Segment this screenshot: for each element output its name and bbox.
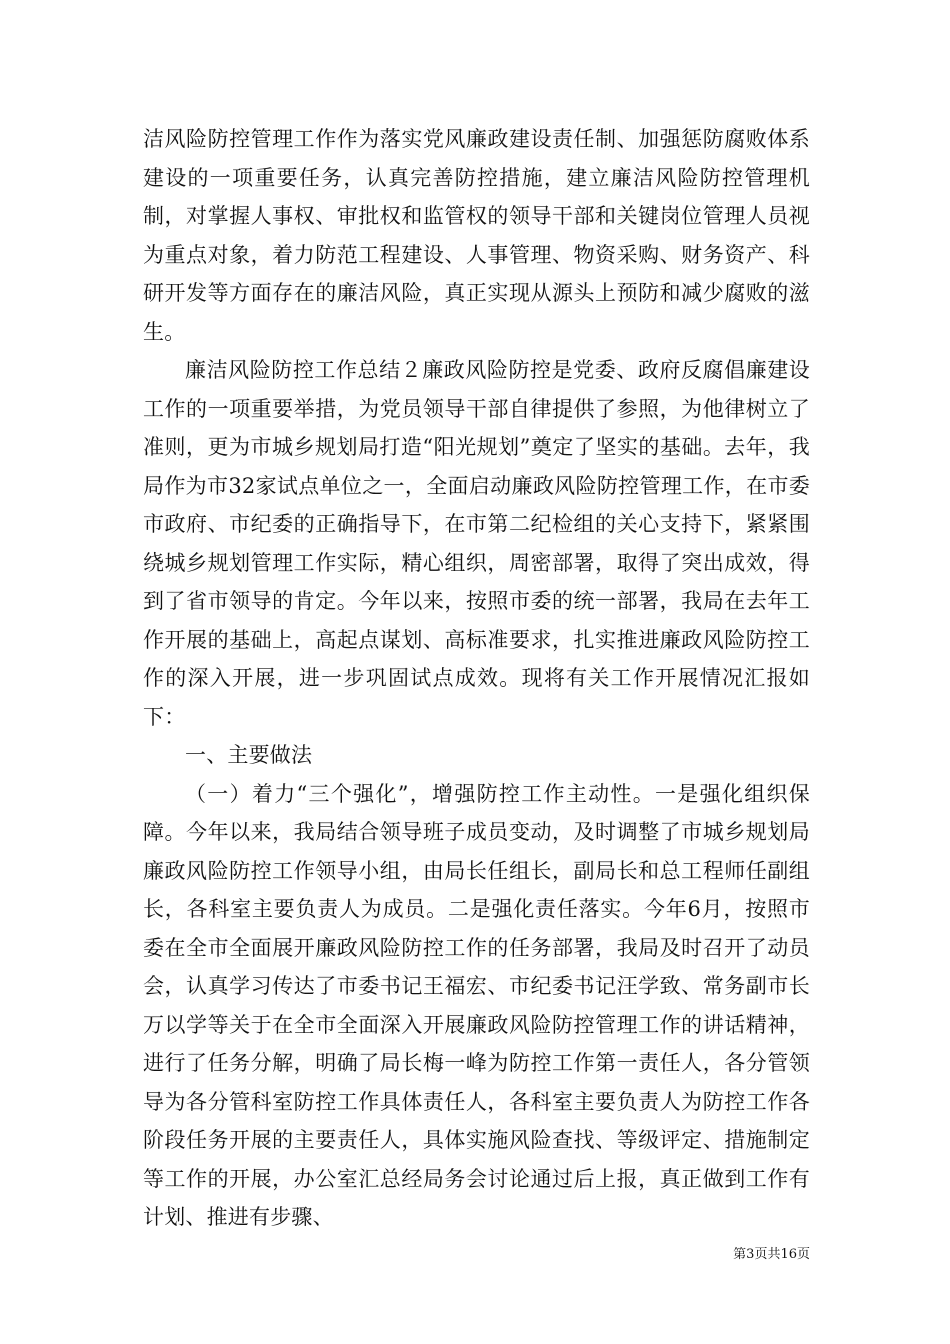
page-number: 第3页共16页 [733, 1247, 810, 1262]
document-body [143, 120, 810, 1237]
paragraph-3: （一）着力“三个强化”，增强防控工作主动性。一是强化组织保障。今年以来，我局结合领导班子成员变动，及时调整了市城乡规划局廉政风险防控工作领导小组，由局长任组长，副局长和总工程师任副组长，各科室主要负责人为成员。二是强化责任落实。今年6月，按照市委在全市全面展开廉政风险防控工作的任务部署，我局及时召开了动员会，认真学习传达了市委书记王福宏、市纪委书记汪学致、常务副市长万以学等关于在全市全面深入开展廉政风险防控管理工作的讲话精神，进行了任务分解，明确了局长梅一峰为防控工作第一责任人，各分管领导为各分管科室防控工作具体责任人，各科室主要负责人为防控工作各阶段任务开展的主要责任人，具体实施风险查找、等级评定、措施制定等工作的开展，办公室汇总经局务会讨论通过后上报，真正做到工作有计划、推进有步骤、 [143, 781, 810, 1229]
section-heading: 一、主要做法 [185, 743, 313, 767]
paragraph-1: 洁风险防控管理工作作为落实党风廉政建设责任制、加强惩防腐败体系建设的一项重要任务，认真完善防控措施，建立廉洁风险防控管理机制，对掌握人事权、审批权和监管权的领导干部和关键岗位管理人员视为重点对象，着力防范工程建设、人事管理、物资采购、财务资产、科研开发等方面存在的廉洁风险，真正实现从源头上预防和减少腐败的滋生。 [143, 127, 810, 344]
paragraph-2: 廉洁风险防控工作总结２廉政风险防控是党委、政府反腐倡廉建设工作的一项重要举措，为党员领导干部自律提供了参照，为他律树立了准则，更为市城乡规划局打造“阳光规划”奠定了坚实的基础。去年，我局作为市32家试点单位之一，全面启动廉政风险防控管理工作，在市委市政府、市纪委的正确指导下，在市第二纪检组的关心支持下，紧紧围绕城乡规划管理工作实际，精心组织，周密部署，取得了突出成效，得到了省市领导的肯定。今年以来，按照市委的统一部署，我局在去年工作开展的基础上，高起点谋划、高标准要求，扎实推进廉政风险防控工作的深入开展，进一步巩固试点成效。现将有关工作开展情况汇报如下： [143, 358, 810, 729]
